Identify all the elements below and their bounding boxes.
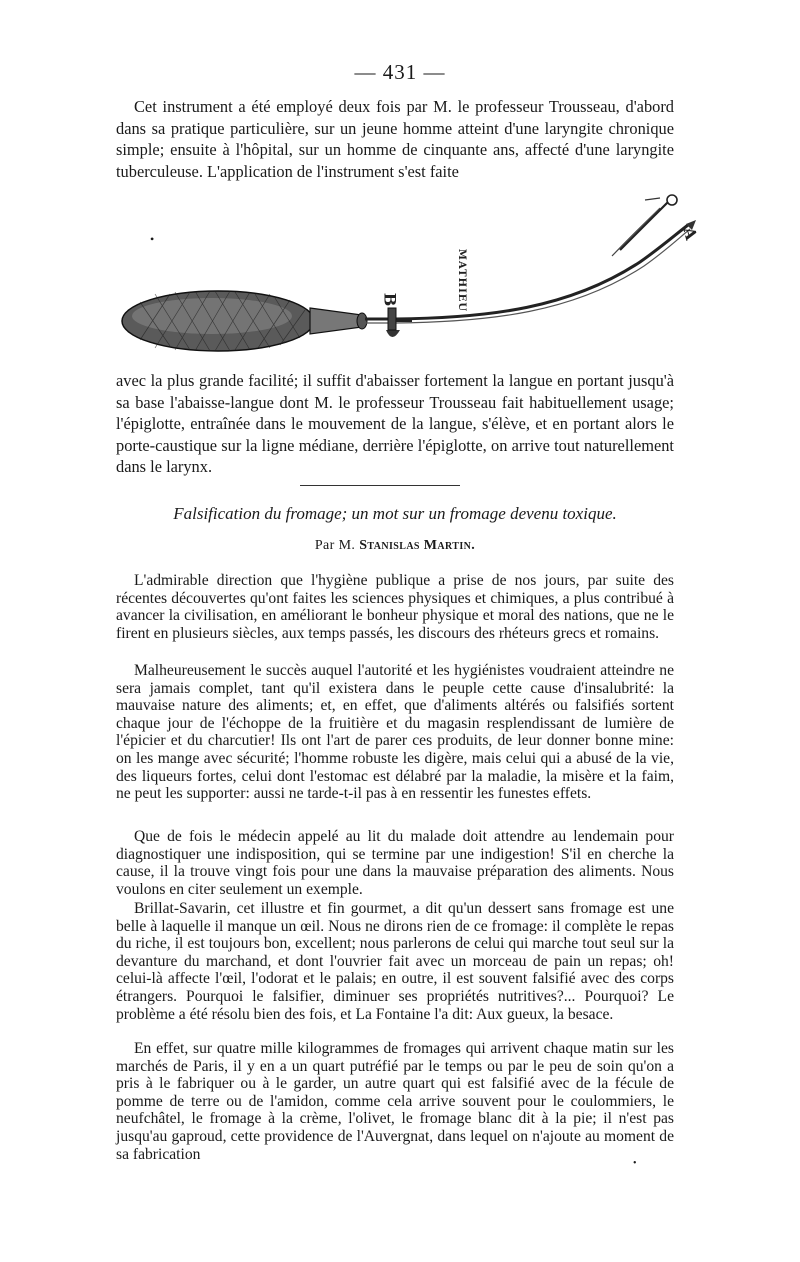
handle-ferrule: [310, 308, 362, 334]
article-paragraph: L'admirable direction que l'hygiène publique a prise de nos jours, par suite des récentes découvertes qu'ont faites les sciences physiques et chimiques, a plus contribué à avancer la civilisation, en améliorant le bonheur physique et moral des nations, que ne le firent en plusieurs siècles, aux temps passés, les discours des rhéteurs grecs et romains.: [116, 572, 674, 642]
margin-mark: •: [633, 1158, 637, 1169]
caustic-holder-arm: [620, 202, 668, 250]
instrument-engraving: [100, 190, 700, 380]
caustic-holder-arm-2: [612, 208, 660, 256]
page-number: — 431 —: [354, 60, 446, 84]
figure-label-a: A: [679, 225, 701, 242]
slider-knob: [388, 308, 396, 330]
caustic-cup: [667, 195, 677, 205]
caustic-tip-detail: [645, 198, 660, 200]
instrument-shaft: [365, 225, 688, 319]
handle-collar: [357, 313, 367, 329]
laryngeal-instrument-figure: [100, 190, 700, 380]
article-paragraph: Que de fois le médecin appelé au lit du malade doit attendre au lendemain pour diagnostiquer une indisposition, qui se termine par une indigestion! S'il en cherche la cause, il la trouve vingt fois pour une dans la mauvaise préparation des aliments. Nous voulons en citer seulement un exemple.: [116, 828, 674, 898]
byline-prefix: Par M.: [314, 538, 356, 553]
figure-dot: •: [150, 232, 155, 246]
article-paragraph: En effet, sur quatre mille kilogrammes de fromages qui arrivent chaque matin sur les marchés de Paris, il y en a un quart putréfié par le temps ou par le peu de soin qu'on a pris à le fabriquer ou à le garder, un autre quart qui est falsifié avec de la fécule de pomme de terre ou de l'amidon, comme cela arrive souvent pour le coulommiers, le neufchâtel, le fromage à la crème, l'olivet, le fromage blanc dit à la pie; il n'est pas jusqu'au gaproud, cette providence de l'Auvergnat, dans lequel on n'ajoute au moment de sa fabrication: [116, 1040, 674, 1163]
article-paragraph: Brillat-Savarin, cet illustre et fin gourmet, a dit qu'un dessert sans fromage est une belle à laquelle il manque un œil. Nous ne dirons rien de ce fromage: il complète le repas du riche, il est toujours bon, excellent; nous parlerons de celui qui marche tout seul sur la devanture du marchand, et dont l'ouvrier fait avec un morceau de pain un repas; oh! celui-là affecte l'œil, l'odorat et le palais; en outre, il est souvent falsifié avec des corps étrangers. Pourquoi le falsifier, diminuer ses propriétés nutritives?... Pourquoi? Le problème a été résolu bien des fois, et La Fontaine l'a dit: Aux gueux, la besace.: [116, 900, 674, 1023]
slider-knob-lower: [386, 330, 400, 337]
instrument-shaft-shadow: [365, 229, 690, 323]
article-byline: [116, 538, 674, 554]
figure-label-b: B: [380, 292, 400, 307]
figure-maker-mark: MATHIEU: [456, 248, 468, 313]
byline-author: Stanislas Martin.: [359, 538, 476, 553]
article-title: Falsification du fromage; un mot sur un fromage devenu toxique.: [173, 504, 617, 523]
paragraph-after-figure: avec la plus grande facilité; il suffit d'abaisser fortement la langue en portant jusqu'à sa base l'abaisse-langue dont M. le professeur Trousseau fait habituellement usage; l'épiglotte, entraînée dans le mouvement de la langue, s'élève, et en portant alors le porte-caustique sur la ligne médiane, derrière l'épiglotte, on arrive tout naturellement dans le larynx.: [116, 371, 674, 476]
article-paragraph: Malheureusement le succès auquel l'autorité et les hygiénistes voudraient atteindre ne sera jamais complet, tant qu'il existera dans le peuple cette cause d'insalubrité: la mauvaise nature des aliments; et, en effet, que d'aliments altérés ou falsifiés sortent chaque jour de l'échoppe de la fruitière et du magasin resplendissant de lumière de l'épicier et du charcutier! Ils ont l'art de parer ces produits, de leur donner bonne mine: on les mange avec sécurité; l'homme robuste les digère, mais celui qui a abusé de la vie, des liqueurs fortes, celui dont l'estomac est délabré par la maladie, la misère et la faim, ne peut les supporter: aussi ne tarde-t-il pas à en ressentir les funestes effets.: [116, 662, 674, 803]
section-divider: [300, 485, 460, 486]
paragraph-before-figure: Cet instrument a été employé deux fois par M. le professeur Trousseau, d'abord dans sa pratique particulière, sur un jeune homme atteint d'une laryngite chronique simple; ensuite à l'hôpital, sur un homme de cinquante ans, affecté d'une laryngite tuberculeuse. L'application de l'instrument s'est faite: [116, 97, 674, 181]
